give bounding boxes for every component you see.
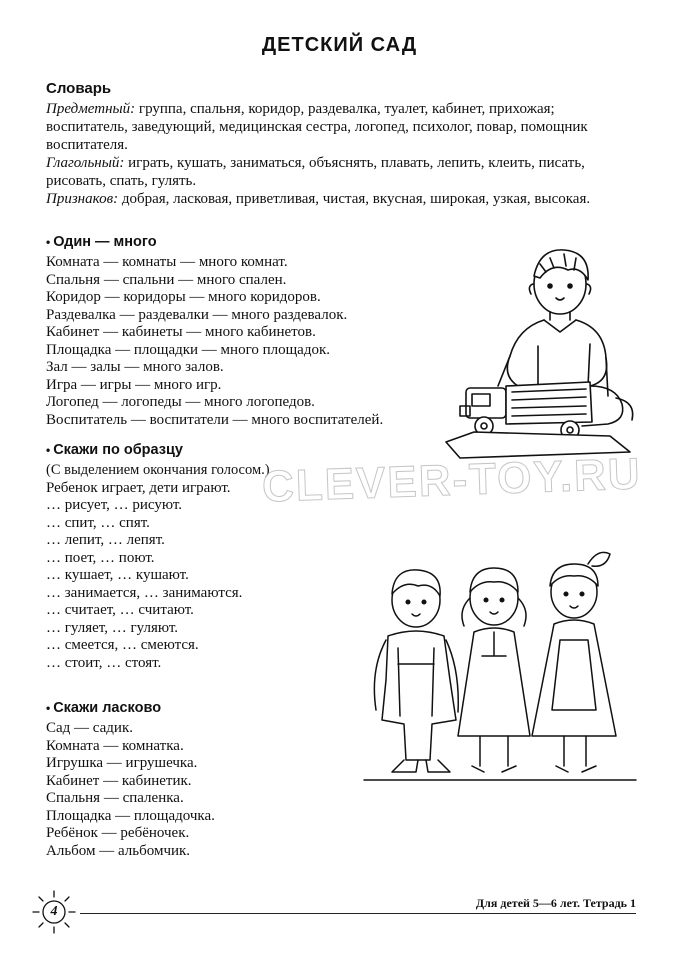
exercise-line: … стоит, … стоят. — [46, 654, 162, 671]
exercise-line: … кушает, … кушают. — [46, 567, 189, 583]
exercise-line: Спальня — спальни — много спален. — [46, 271, 287, 288]
exercise-line: Комната — комнаты — много комнат. — [46, 254, 288, 270]
exercise-lines — [46, 720, 366, 860]
exercise-line: … рисует, … рисуют. — [46, 497, 183, 513]
exercise-line: Ребенок играет, дети играют. — [46, 479, 231, 496]
vocabulary-block — [46, 80, 636, 208]
exercise-line: Коридор — коридоры — много коридоров. — [46, 289, 321, 305]
exercise-line: Игра — игры — много игр. — [46, 376, 222, 393]
exercise-line: … смеется, … смеются. — [46, 637, 199, 653]
exercise-line: Логопед — логопеды — много логопедов. — [46, 394, 315, 410]
exercise-line: … гуляет, … гуляют. — [46, 619, 179, 636]
section-one-many — [46, 234, 466, 429]
bullet-icon: • — [46, 235, 51, 249]
exercise-line: Раздевалка — раздевалки — много раздевалок. — [46, 306, 348, 323]
section-heading: • Один — много — [46, 234, 157, 250]
section-note: (С выделением окончания голосом.) — [46, 462, 270, 478]
watermark: CLEVER-TOY.RU — [261, 449, 643, 512]
exercise-line: Спальня — спаленка. — [46, 790, 184, 806]
page-number: 4 — [50, 904, 58, 919]
exercise-line: Кабинет — кабинетик. — [46, 772, 192, 789]
exercise-line: … поет, … поют. — [46, 549, 155, 566]
vocabulary-nouns: Предметный: группа, спальня, коридор, раздевалка, туалет, кабинет, прихожая; воспитатель, заведующий, медицинская сестра, логопед, психолог, повар, помощник воспитателя. — [46, 101, 588, 153]
bullet-icon: • — [46, 701, 51, 715]
exercise-line: Кабинет — кабинеты — много кабинетов. — [46, 324, 316, 340]
exercise-line: Игрушка — игрушечка. — [46, 755, 198, 771]
exercise-line: Сад — садик. — [46, 720, 133, 736]
exercise-lines — [46, 254, 466, 429]
exercise-line: … спит, … спят. — [46, 514, 150, 531]
footer-rule — [80, 913, 636, 914]
exercise-line: Ребёнок — ребёночек. — [46, 825, 190, 841]
boy-with-truck-illustration — [440, 236, 640, 466]
footer-caption: Для детей 5—6 лет. Тетрадь 1 — [475, 896, 636, 910]
vocabulary-heading: Словарь — [46, 80, 112, 97]
page-title: ДЕТСКИЙ САД — [261, 34, 418, 56]
bullet-icon: • — [46, 443, 51, 457]
exercise-line: … занимается, … занимаются. — [46, 584, 243, 601]
vocabulary-verbs: Глагольный: играть, кушать, заниматься, объяснять, плавать, лепить, клеить, писать, рисовать, спать, гулять. — [46, 155, 585, 189]
exercise-line: Площадка — площадочка. — [46, 807, 215, 824]
exercise-line: Воспитатель — воспитатели — много воспитателей. — [46, 411, 384, 428]
three-children-illustration — [360, 540, 640, 802]
exercise-line: … лепит, … лепят. — [46, 532, 165, 548]
section-say-affectionately — [46, 700, 366, 860]
vocabulary-adjectives: Признаков: добрая, ласковая, приветливая, чистая, вкусная, широкая, узкая, высокая. — [46, 191, 591, 207]
exercise-line: … считает, … считают. — [46, 602, 194, 618]
exercise-line: Комната — комнатка. — [46, 737, 184, 754]
exercise-line: Зал — залы — много залов. — [46, 359, 224, 375]
section-heading: • Скажи по образцу — [46, 442, 183, 458]
section-heading: • Скажи ласково — [46, 700, 162, 716]
exercise-line: Площадка — площадки — много площадок. — [46, 341, 330, 358]
exercise-line: Альбом — альбомчик. — [46, 842, 191, 859]
